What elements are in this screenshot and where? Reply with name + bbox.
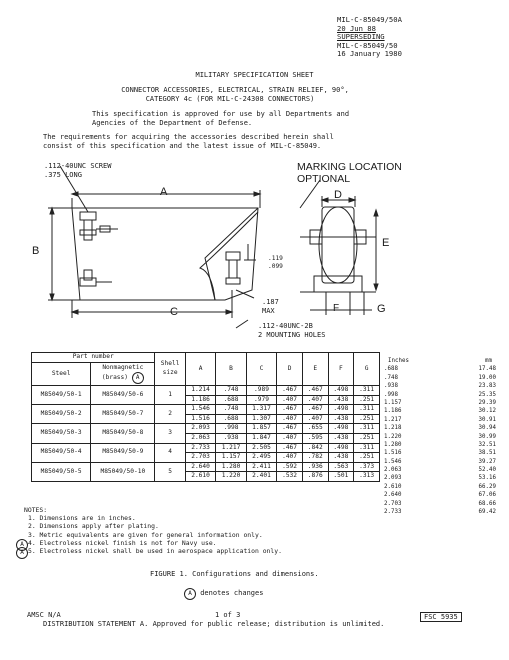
dim-cell: .407 xyxy=(277,433,303,443)
inches-value: 1.157 xyxy=(384,399,402,406)
approval-text: Agencies of the Department of Defense. xyxy=(92,119,253,127)
dim-cell: .467 xyxy=(277,386,303,396)
table-row xyxy=(32,462,380,472)
dim-cell: 1.317 xyxy=(246,405,276,415)
change-marker-icon: A xyxy=(132,372,144,384)
conversion-row xyxy=(384,374,496,382)
dim-c-label: C xyxy=(170,306,178,318)
note-text: 3. Metric equivalents are given for general information only. xyxy=(28,530,263,539)
dim-g-label: G xyxy=(377,303,386,315)
conversion-row xyxy=(384,441,496,449)
conversion-row xyxy=(384,466,496,474)
conversion-row xyxy=(384,483,496,491)
dim-cell: .438 xyxy=(328,395,354,405)
dim-d-label: D xyxy=(334,189,342,201)
brass-cell: M85049/50-6 xyxy=(91,386,155,405)
mm-value: 19.00 xyxy=(478,374,496,381)
steel-cell: M85049/50-1 xyxy=(32,386,91,405)
notes-section xyxy=(20,506,282,557)
inches-value: 2.733 xyxy=(384,509,402,516)
page-number: 1 of 3 xyxy=(215,611,241,619)
dim-cell: .407 xyxy=(302,395,328,405)
page-title: MILITARY SPECIFICATION SHEET xyxy=(195,71,314,79)
col-d-header: D xyxy=(277,353,303,386)
mm-value: 66.29 xyxy=(478,483,496,490)
shell-cell: 5 xyxy=(155,462,185,481)
dim-cell: .938 xyxy=(216,433,246,443)
changes-legend xyxy=(184,588,263,600)
note-item xyxy=(24,531,282,539)
connector-side-outline xyxy=(319,207,357,283)
conversion-row xyxy=(384,424,496,432)
dim-cell: .251 xyxy=(354,453,380,463)
dim-cell: 2.093 xyxy=(185,424,215,434)
mm-value: 53.16 xyxy=(478,475,496,482)
header-line: 20 Jun 88 xyxy=(337,23,376,33)
conversion-row xyxy=(384,382,496,390)
mm-header: mm xyxy=(485,358,492,364)
mm-value: 30.94 xyxy=(478,425,496,432)
dim-cell: .407 xyxy=(277,414,303,424)
mm-value: 68.66 xyxy=(478,500,496,507)
distribution-statement: DISTRIBUTION STATEMENT A. Approved for public release; distribution is unlimited. xyxy=(43,620,385,628)
conversion-row xyxy=(384,458,496,466)
dim-cell: .748 xyxy=(216,405,246,415)
dim-cell: 1.280 xyxy=(216,462,246,472)
brass-cell: M85049/50-7 xyxy=(91,405,155,424)
dim-cell: 1.546 xyxy=(185,405,215,415)
steel-cell: M85049/50-4 xyxy=(32,443,91,462)
screw-callout: .112-40UNC SCREW xyxy=(44,162,112,170)
steel-cell: M85049/50-5 xyxy=(32,462,91,481)
col-c-header: C xyxy=(246,353,276,386)
dim-cell: .438 xyxy=(328,453,354,463)
dim-cell: .782 xyxy=(302,453,328,463)
document-header xyxy=(337,16,402,59)
dim-cell: 2.063 xyxy=(185,433,215,443)
requirements-text: The requirements for acquiring the accessories described herein shall xyxy=(43,133,334,141)
dim-119: .119 xyxy=(268,255,283,262)
dim-cell: 2.733 xyxy=(185,443,215,453)
fsc-code: FSC 5935 xyxy=(420,612,462,622)
dim-cell: .655 xyxy=(302,424,328,434)
dim-cell: 2.703 xyxy=(185,453,215,463)
brass-cell: M85049/50-8 xyxy=(91,424,155,443)
dim-max: MAX xyxy=(262,307,275,315)
conversion-table xyxy=(384,357,496,516)
dim-cell: .311 xyxy=(354,386,380,396)
dim-cell: .979 xyxy=(246,395,276,405)
dim-cell: .313 xyxy=(354,472,380,482)
mm-value: 32.51 xyxy=(478,441,496,448)
inches-value: 1.186 xyxy=(384,408,402,415)
dim-cell: .688 xyxy=(216,414,246,424)
dim-cell: 2.640 xyxy=(185,462,215,472)
dim-cell: 2.505 xyxy=(246,443,276,453)
header-line: MIL-C-85049/50A xyxy=(337,15,402,24)
dim-cell: .311 xyxy=(354,424,380,434)
mm-value: 67.06 xyxy=(478,492,496,499)
dim-cell: 1.186 xyxy=(185,395,215,405)
conversion-row xyxy=(384,399,496,407)
dim-cell: 2.495 xyxy=(246,453,276,463)
inches-value: .688 xyxy=(384,366,398,373)
dim-cell: .467 xyxy=(277,405,303,415)
body-curve xyxy=(200,212,258,300)
dim-a-label: A xyxy=(160,186,168,198)
dim-cell: .498 xyxy=(328,405,354,415)
dimensions-table xyxy=(31,352,380,482)
shell-cell: 3 xyxy=(155,424,185,443)
holes-callout: 2 MOUNTING HOLES xyxy=(258,331,326,339)
inches-value: 1.280 xyxy=(384,441,402,448)
dim-cell: .467 xyxy=(302,405,328,415)
dim-b-label: B xyxy=(32,245,40,257)
shell-cell: 1 xyxy=(155,386,185,405)
marking-callout: OPTIONAL xyxy=(297,173,351,185)
note-item xyxy=(20,547,282,557)
note-text: 5. Electroless nickel shall be used in aerospace application only. xyxy=(28,547,282,556)
approval-text: This specification is approved for use by all Departments and xyxy=(92,110,350,118)
dim-f-label: F xyxy=(333,303,340,314)
inches-value: 1.516 xyxy=(384,450,402,457)
marking-callout: MARKING LOCATION xyxy=(297,161,402,173)
inches-value: 2.610 xyxy=(384,483,402,490)
dim-cell: .498 xyxy=(328,443,354,453)
inches-value: .938 xyxy=(384,383,398,390)
mm-value: 25.35 xyxy=(478,391,496,398)
col-g-header: G xyxy=(354,353,380,386)
mm-value: 30.91 xyxy=(478,416,496,423)
inches-value: 1.217 xyxy=(384,416,402,423)
dim-cell: .595 xyxy=(302,433,328,443)
dim-cell: .688 xyxy=(216,395,246,405)
shell-size-header: Shell size xyxy=(155,353,185,386)
mm-value: 69.42 xyxy=(478,509,496,516)
dim-cell: .532 xyxy=(277,472,303,482)
col-e-header: E xyxy=(302,353,328,386)
conversion-row xyxy=(384,416,496,424)
col-b-header: B xyxy=(216,353,246,386)
dim-cell: 1.857 xyxy=(246,424,276,434)
amsc-code: AMSC N/A xyxy=(27,611,61,619)
dim-cell: .373 xyxy=(354,462,380,472)
dim-cell: 1.157 xyxy=(216,453,246,463)
dim-cell: .407 xyxy=(302,414,328,424)
dim-cell: .842 xyxy=(302,443,328,453)
table-row xyxy=(32,424,380,434)
mm-value: 30.12 xyxy=(478,408,496,415)
brass-cell: M85049/50-9 xyxy=(91,443,155,462)
dim-e-label: E xyxy=(382,237,390,249)
conversion-row xyxy=(384,449,496,457)
mm-value: 38.51 xyxy=(478,450,496,457)
note-text: 2. Dimensions apply after plating. xyxy=(28,522,159,531)
mm-value: 29.39 xyxy=(478,399,496,406)
changes-text: denotes changes xyxy=(200,589,264,597)
inches-value: 2.703 xyxy=(384,500,402,507)
inches-value: 1.220 xyxy=(384,433,402,440)
table-row xyxy=(32,386,380,396)
change-marker-icon: A xyxy=(16,547,28,559)
conversion-row xyxy=(384,365,496,373)
note-text: 1. Dimensions are in inches. xyxy=(28,514,136,523)
dim-cell: .251 xyxy=(354,433,380,443)
col-a-header: A xyxy=(185,353,215,386)
col-f-header: F xyxy=(328,353,354,386)
conversion-row xyxy=(384,433,496,441)
steel-header: Steel xyxy=(32,363,91,386)
dim-cell: .498 xyxy=(328,386,354,396)
dim-cell: .467 xyxy=(277,443,303,453)
subtitle: CONNECTOR ACCESSORIES, ELECTRICAL, STRAIN RELIEF, 90°, xyxy=(121,86,349,94)
inches-value: .748 xyxy=(384,374,398,381)
dim-cell: 2.401 xyxy=(246,472,276,482)
mm-value: 39.27 xyxy=(478,458,496,465)
inches-value: 1.218 xyxy=(384,425,402,432)
mm-value: 30.99 xyxy=(478,433,496,440)
header-line: SUPERSEDING xyxy=(337,32,385,42)
screw-callout: .375 LONG xyxy=(44,171,82,179)
dim-cell: .467 xyxy=(277,424,303,434)
dim-cell: .311 xyxy=(354,443,380,453)
screw-head xyxy=(80,212,96,220)
conversion-row xyxy=(384,407,496,415)
subtitle: CATEGORY 4c (FOR MIL-C-24308 CONNECTORS) xyxy=(145,95,315,103)
dim-cell: 1.516 xyxy=(185,414,215,424)
dim-cell: 1.217 xyxy=(216,443,246,453)
table-row xyxy=(32,443,380,453)
steel-cell: M85049/50-3 xyxy=(32,424,91,443)
dim-cell: .251 xyxy=(354,395,380,405)
note-item xyxy=(24,522,282,530)
conversion-row xyxy=(384,474,496,482)
dim-cell: 2.411 xyxy=(246,462,276,472)
dim-cell: .251 xyxy=(354,414,380,424)
header-line: MIL-C-85049/50 xyxy=(337,40,398,50)
note-item xyxy=(20,538,282,548)
shell-cell: 2 xyxy=(155,405,185,424)
conversion-row xyxy=(384,491,496,499)
change-marker-icon: A xyxy=(16,539,28,551)
dim-cell: .563 xyxy=(328,462,354,472)
shell-cell: 4 xyxy=(155,443,185,462)
dim-099: .099 xyxy=(268,263,283,270)
mm-value: 52.40 xyxy=(478,467,496,474)
change-marker-icon: A xyxy=(184,588,196,600)
dim-cell: .311 xyxy=(354,405,380,415)
screw-nut xyxy=(80,230,96,235)
body-outline xyxy=(72,208,258,300)
conversion-row xyxy=(384,391,496,399)
table-row xyxy=(32,405,380,415)
note-item xyxy=(24,514,282,522)
figure-caption: FIGURE 1. Configurations and dimensions. xyxy=(150,570,319,578)
conversion-row xyxy=(384,500,496,508)
inches-value: 2.640 xyxy=(384,492,402,499)
mm-value: 23.83 xyxy=(478,383,496,390)
dim-cell: .998 xyxy=(216,424,246,434)
inches-value: 2.063 xyxy=(384,467,402,474)
dim-cell: .592 xyxy=(277,462,303,472)
dim-cell: .438 xyxy=(328,433,354,443)
dim-cell: .438 xyxy=(328,414,354,424)
dim-cell: 1.847 xyxy=(246,433,276,443)
dim-cell: .748 xyxy=(216,386,246,396)
dim-cell: 1.307 xyxy=(246,414,276,424)
dim-cell: .501 xyxy=(328,472,354,482)
dim-cell: .407 xyxy=(277,453,303,463)
part-number-header: Part number xyxy=(32,353,155,363)
dim-cell: .936 xyxy=(302,462,328,472)
mm-value: 17.48 xyxy=(478,366,496,373)
dim-cell: .876 xyxy=(302,472,328,482)
dim-cell: 1.214 xyxy=(185,386,215,396)
dim-cell: .498 xyxy=(328,424,354,434)
dim-cell: 1.220 xyxy=(216,472,246,482)
note-text: 4. Electroless nickel finish is not for Navy use. xyxy=(28,538,217,547)
notes-heading: NOTES: xyxy=(24,506,48,514)
nonmagnetic-header: Nonmagnetic (brass) A xyxy=(91,363,155,386)
accessory-drawing xyxy=(0,150,509,350)
requirements-text: consist of this specification and the latest issue of MIL-C-85049. xyxy=(43,142,322,150)
inches-header: Inches xyxy=(388,358,409,364)
inches-value: .998 xyxy=(384,391,398,398)
dim-187: .187 xyxy=(262,298,279,306)
holes-callout: .112-40UNC-2B xyxy=(258,322,313,330)
brass-cell: M85049/50-10 xyxy=(91,462,155,481)
header-line: 16 January 1980 xyxy=(337,49,402,59)
steel-cell: M85049/50-2 xyxy=(32,405,91,424)
dim-cell: 2.610 xyxy=(185,472,215,482)
inches-value: 2.093 xyxy=(384,475,402,482)
dim-cell: .989 xyxy=(246,386,276,396)
dim-cell: .467 xyxy=(302,386,328,396)
conversion-row xyxy=(384,508,496,516)
inches-value: 1.546 xyxy=(384,458,402,465)
dim-cell: .407 xyxy=(277,395,303,405)
